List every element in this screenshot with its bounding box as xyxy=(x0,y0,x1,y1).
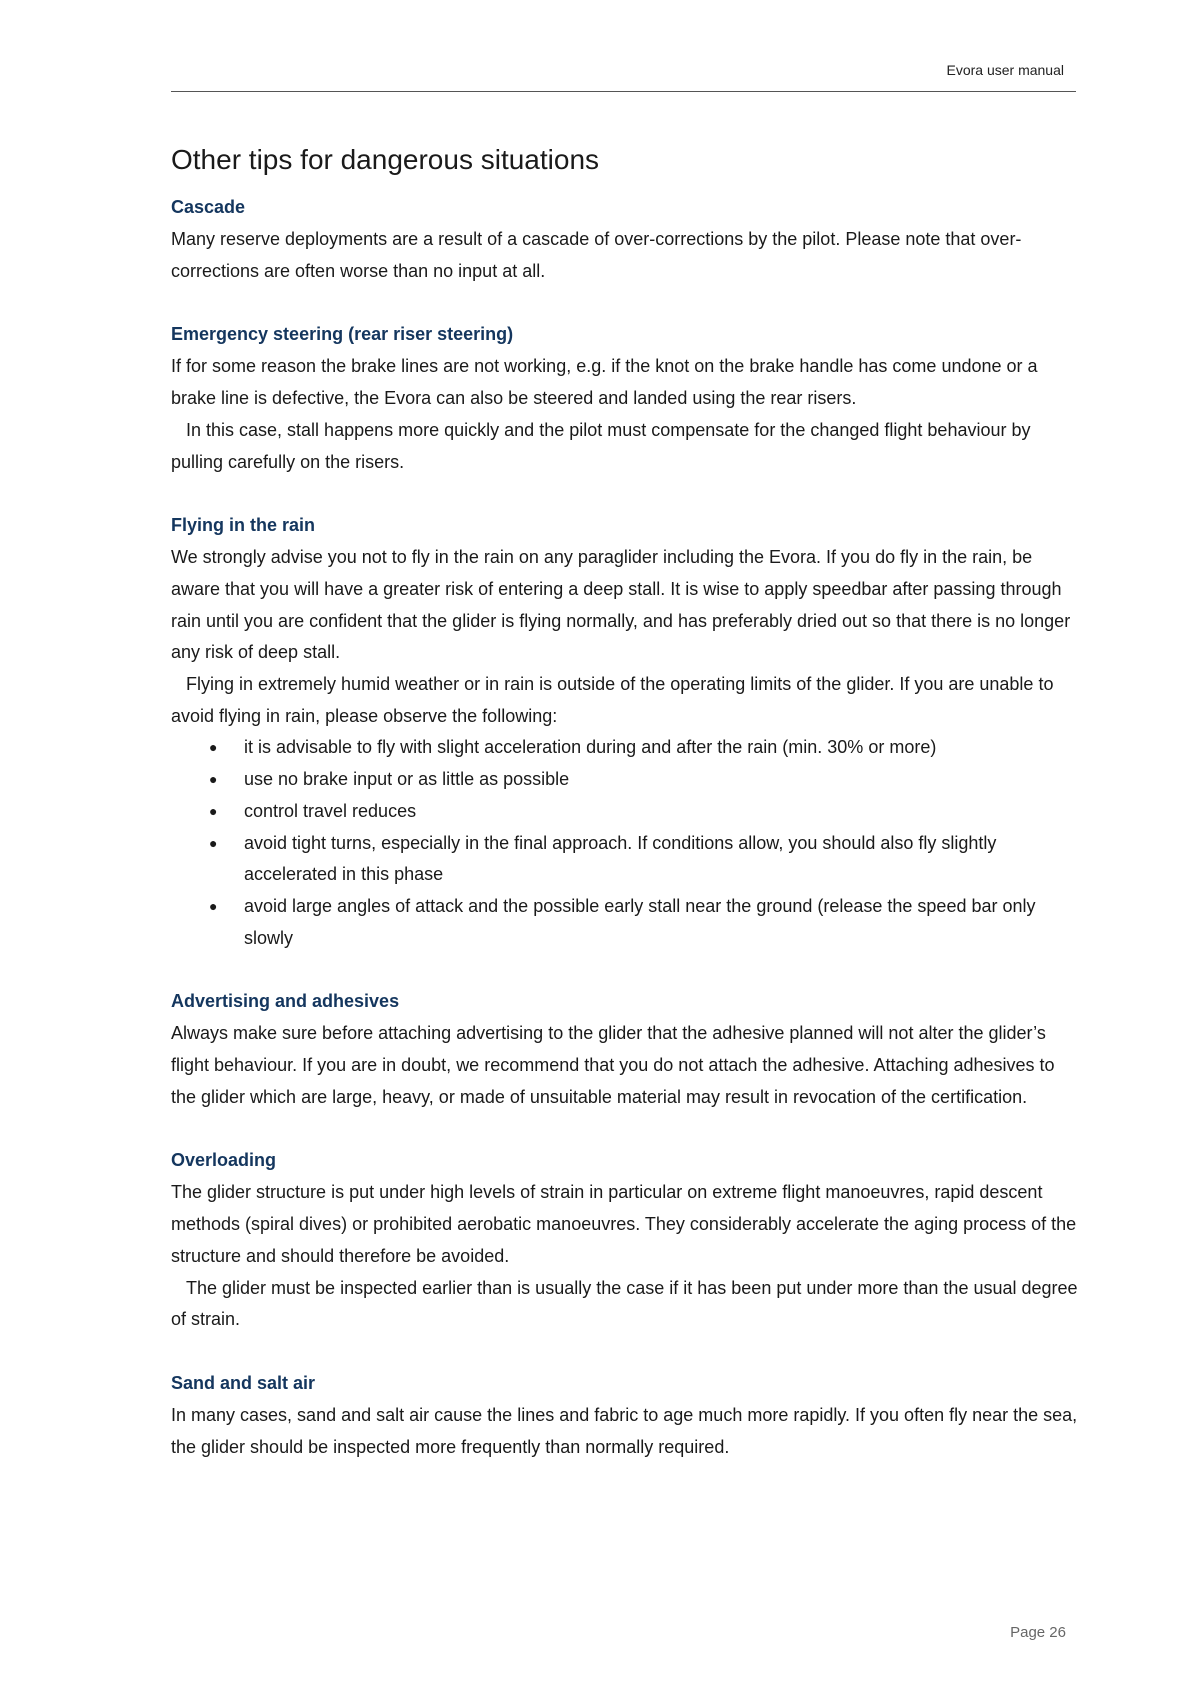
list-item: ● avoid large angles of attack and the possible early stall near the ground (release the speed bar only slowly xyxy=(171,891,1081,954)
running-header: Evora user manual xyxy=(946,62,1064,78)
paragraph: The glider must be inspected earlier than is usually the case if it has been put under more than the usual degree of strain. xyxy=(171,1277,1078,1330)
list-item: ● avoid tight turns, especially in the final approach. If conditions allow, you should also fly slightly accelerated in this phase xyxy=(171,828,1081,891)
bullet-icon: ● xyxy=(209,771,218,788)
section-cascade xyxy=(171,192,1081,287)
bullet-icon: ● xyxy=(209,834,218,851)
page-content xyxy=(171,140,1081,1495)
bullet-list xyxy=(171,732,1081,954)
page-number: Page 26 xyxy=(1010,1624,1066,1641)
page-title: Other tips for dangerous situations xyxy=(171,144,600,175)
paragraph: Many reserve deployments are a result of a cascade of over-corrections by the pilot. Please note that over-corrections are often worse than no input at all. xyxy=(171,229,1022,281)
bullet-icon: ● xyxy=(209,897,218,914)
paragraph: Flying in extremely humid weather or in rain is outside of the operating limits of the glider. If you are unable to avoid flying in rain, please observe the following: xyxy=(171,674,1054,726)
section-sand-salt-air xyxy=(171,1368,1081,1463)
section-advertising xyxy=(171,986,1081,1113)
section-emergency-steering xyxy=(171,319,1081,478)
paragraph: The glider structure is put under high levels of strain in particular on extreme flight manoeuvres, rapid descent methods (spiral dives) or prohibited aerobatic manoeuvres. They considerably accelerate the aging process of the structure and should therefore be avoided. xyxy=(171,1182,1077,1266)
section-flying-in-rain xyxy=(171,510,1081,954)
list-item: ● control travel reduces xyxy=(171,796,1081,828)
list-item: ● use no brake input or as little as possible xyxy=(171,764,1081,796)
paragraph: In many cases, sand and salt air cause the lines and fabric to age much more rapidly. If you often fly near the sea, the glider should be inspected more frequently than normally required. xyxy=(171,1404,1078,1457)
paragraph: We strongly advise you not to fly in the rain on any paraglider including the Evora. If you do fly in the rain, be aware that you will have a greater risk of entering a deep stall. It is wise to apply speedbar after passing through rain until you are confident that the glider is flying normally, and has preferably dried out so that there is no longer any risk of deep stall. xyxy=(171,547,1071,663)
paragraph: If for some reason the brake lines are not working, e.g. if the knot on the brake handle has come undone or a brake line is defective, the Evora can also be steered and landed using the rear risers. xyxy=(171,356,1038,409)
header-divider xyxy=(171,91,1076,92)
bullet-icon: ● xyxy=(209,739,218,756)
paragraph: In this case, stall happens more quickly and the pilot must compensate for the changed flight behaviour by pulling carefully on the risers. xyxy=(171,419,1031,472)
section-heading: Advertising and adhesives xyxy=(171,991,400,1012)
section-heading: Overloading xyxy=(171,1150,277,1171)
bullet-icon: ● xyxy=(209,802,218,819)
section-overloading xyxy=(171,1145,1081,1336)
section-heading: Sand and salt air xyxy=(171,1372,316,1393)
section-heading: Emergency steering (rear riser steering) xyxy=(171,324,514,345)
section-heading: Flying in the rain xyxy=(171,515,316,536)
section-heading: Cascade xyxy=(171,197,246,217)
paragraph: Always make sure before attaching advertising to the glider that the adhesive planned will not alter the glider’s flight behaviour. If you are in doubt, we recommend that you do not attach the adhesive. Attaching adhesives to the glider which are large, heavy, or made of unsuitable material may result in revocation of the certification. xyxy=(171,1023,1055,1107)
list-item: ● it is advisable to fly with slight acceleration during and after the rain (min. 30% or more) xyxy=(171,732,1081,764)
